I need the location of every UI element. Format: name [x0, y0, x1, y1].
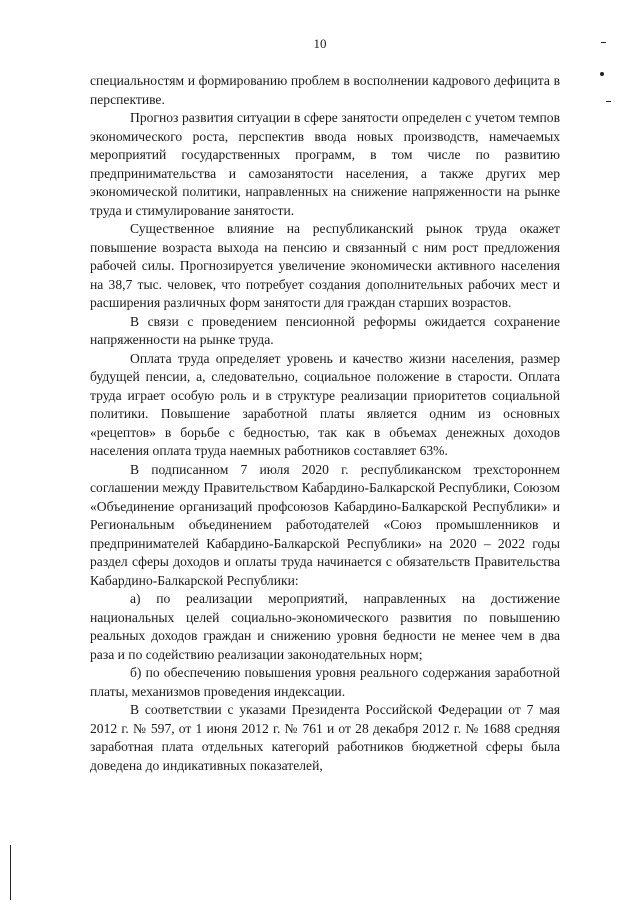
- scan-artifact-dot: [600, 72, 604, 76]
- scan-artifact-dash: [601, 42, 606, 43]
- paragraph: б) по обеспечению повышения уровня реального содержания заработной платы, механизмов проведения индексации.: [90, 665, 560, 699]
- paragraph: Существенное влияние на республиканский рынок труда окажет повышение возраста выхода на пенсию и связанный с ним рост предложения рабочей силы. Прогнозируется увеличение экономически активного населения на 38,7 тыс. человек, что потребует создания дополнительных рабочих мест и расширения различных форм занятости для граждан старших возрастов.: [90, 221, 560, 310]
- paragraph: Оплата труда определяет уровень и качество жизни населения, размер будущей пенсии, а, следовательно, социальное положение в старости. Оплата труда играет особую роль и в структуре реализации приоритетов социальной политики. Повышение заработной платы является одним из основных «рецептов» в борьбе с бедностью, так как в объемах денежных доходов населения оплата труда наемных работников составляет 63%.: [90, 350, 560, 458]
- scan-artifact-edge-line: [10, 845, 11, 900]
- document-body: [90, 72, 560, 775]
- paragraph: Прогноз развития ситуации в сфере занятости определен с учетом темпов экономического роста, перспектив ввода новых производств, намечаемых мероприятий государственных программ, в том числе по развитию предпринимательства и самозанятости населения, а также других мер экономической политики, направленных на снижение напряженности на рынке труда и стимулирование занятости.: [90, 110, 560, 218]
- paragraph: а) по реализации мероприятий, направленных на достижение национальных целей социально-экономического развития по повышению реальных доходов граждан и снижению уровня бедности не менее чем в два раза и по содействию реализации законодательных норм;: [90, 591, 560, 662]
- paragraph: В соответствии с указами Президента Российской Федерации от 7 мая 2012 г. № 597, от 1 июня 2012 г. № 761 и от 28 декабря 2012 г. № 1688 средняя заработная плата отдельных категорий работников бюджетной сферы была доведена до индикативных показателей,: [90, 702, 560, 773]
- page-number: 10: [313, 36, 327, 51]
- scan-artifact-dash: [606, 101, 611, 102]
- paragraph: В связи с проведением пенсионной реформы ожидается сохранение напряженности на рынке труда.: [90, 313, 560, 347]
- paragraph: специальностям и формированию проблем в восполнении кадрового дефицита в перспективе.: [90, 73, 560, 107]
- paragraph: В подписанном 7 июля 2020 г. республиканском трехстороннем соглашении между Правительством Кабардино-Балкарской Республики, Союзом «Объединение организаций профсоюзов Кабардино-Балкарской Республики» и Региональным объединением работодателей «Союз промышленников и предпринимателей Кабардино-Балкарской Республики» на 2020 – 2022 годы раздел сферы доходов и оплаты труда начинается с обязательств Правительства Кабардино-Балкарской Республики:: [90, 461, 560, 588]
